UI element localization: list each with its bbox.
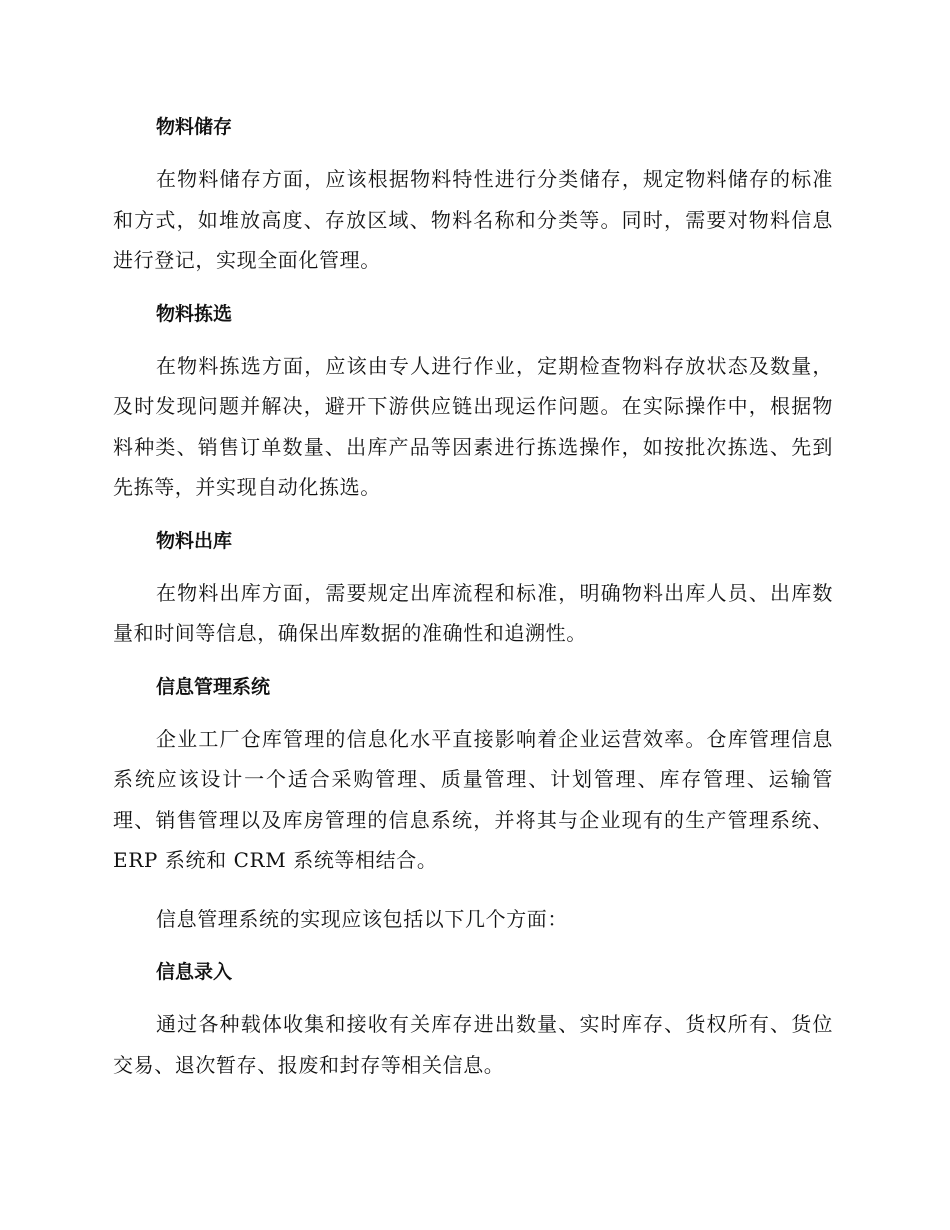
paragraph: 信息管理系统的实现应该包括以下几个方面： bbox=[156, 906, 568, 931]
paragraph: 通过各种载体收集和接收有关库存进出数量、实时库存、货权所有、货位交易、退次暂存、报废和封存等相关信息。 bbox=[113, 1012, 833, 1077]
section-heading: 物料拣选 bbox=[156, 302, 233, 325]
paragraph: 企业工厂仓库管理的信息化水平直接影响着企业运营效率。仓库管理信息系统应该设计一个适合采购管理、质量管理、计划管理、库存管理、运输管理、销售管理以及库房管理的信息系统，并将其与企业现有的生产管理系统、ERP 系统和 CRM 系统等相结合。 bbox=[113, 726, 833, 872]
paragraph: 在物料出库方面，需要规定出库流程和标准，明确物料出库人员、出库数量和时间等信息，确保出库数据的准确性和追溯性。 bbox=[113, 580, 833, 645]
paragraph: 在物料储存方面，应该根据物料特性进行分类储存，规定物料储存的标准和方式，如堆放高度、存放区域、物料名称和分类等。同时，需要对物料信息进行登记，实现全面化管理。 bbox=[113, 167, 833, 272]
section-material-outbound bbox=[113, 526, 833, 654]
section-heading: 信息录入 bbox=[156, 961, 233, 983]
section-heading: 物料储存 bbox=[156, 116, 233, 138]
section-information-management-system bbox=[113, 672, 833, 940]
section-heading: 物料出库 bbox=[156, 529, 233, 552]
section-material-picking bbox=[113, 299, 833, 508]
section-information-entry bbox=[113, 957, 833, 1085]
section-heading: 信息管理系统 bbox=[156, 675, 271, 698]
paragraph: 在物料拣选方面，应该由专人进行作业，定期检查物料存放状态及数量，及时发现问题并解决，避开下游供应链出现运作问题。在实际操作中，根据物料种类、销售订单数量、出库产品等因素进行拣选操作，如按批次拣选、先到先拣等，并实现自动化拣选。 bbox=[113, 353, 833, 499]
document-body bbox=[113, 112, 833, 1103]
section-material-storage bbox=[113, 112, 833, 281]
